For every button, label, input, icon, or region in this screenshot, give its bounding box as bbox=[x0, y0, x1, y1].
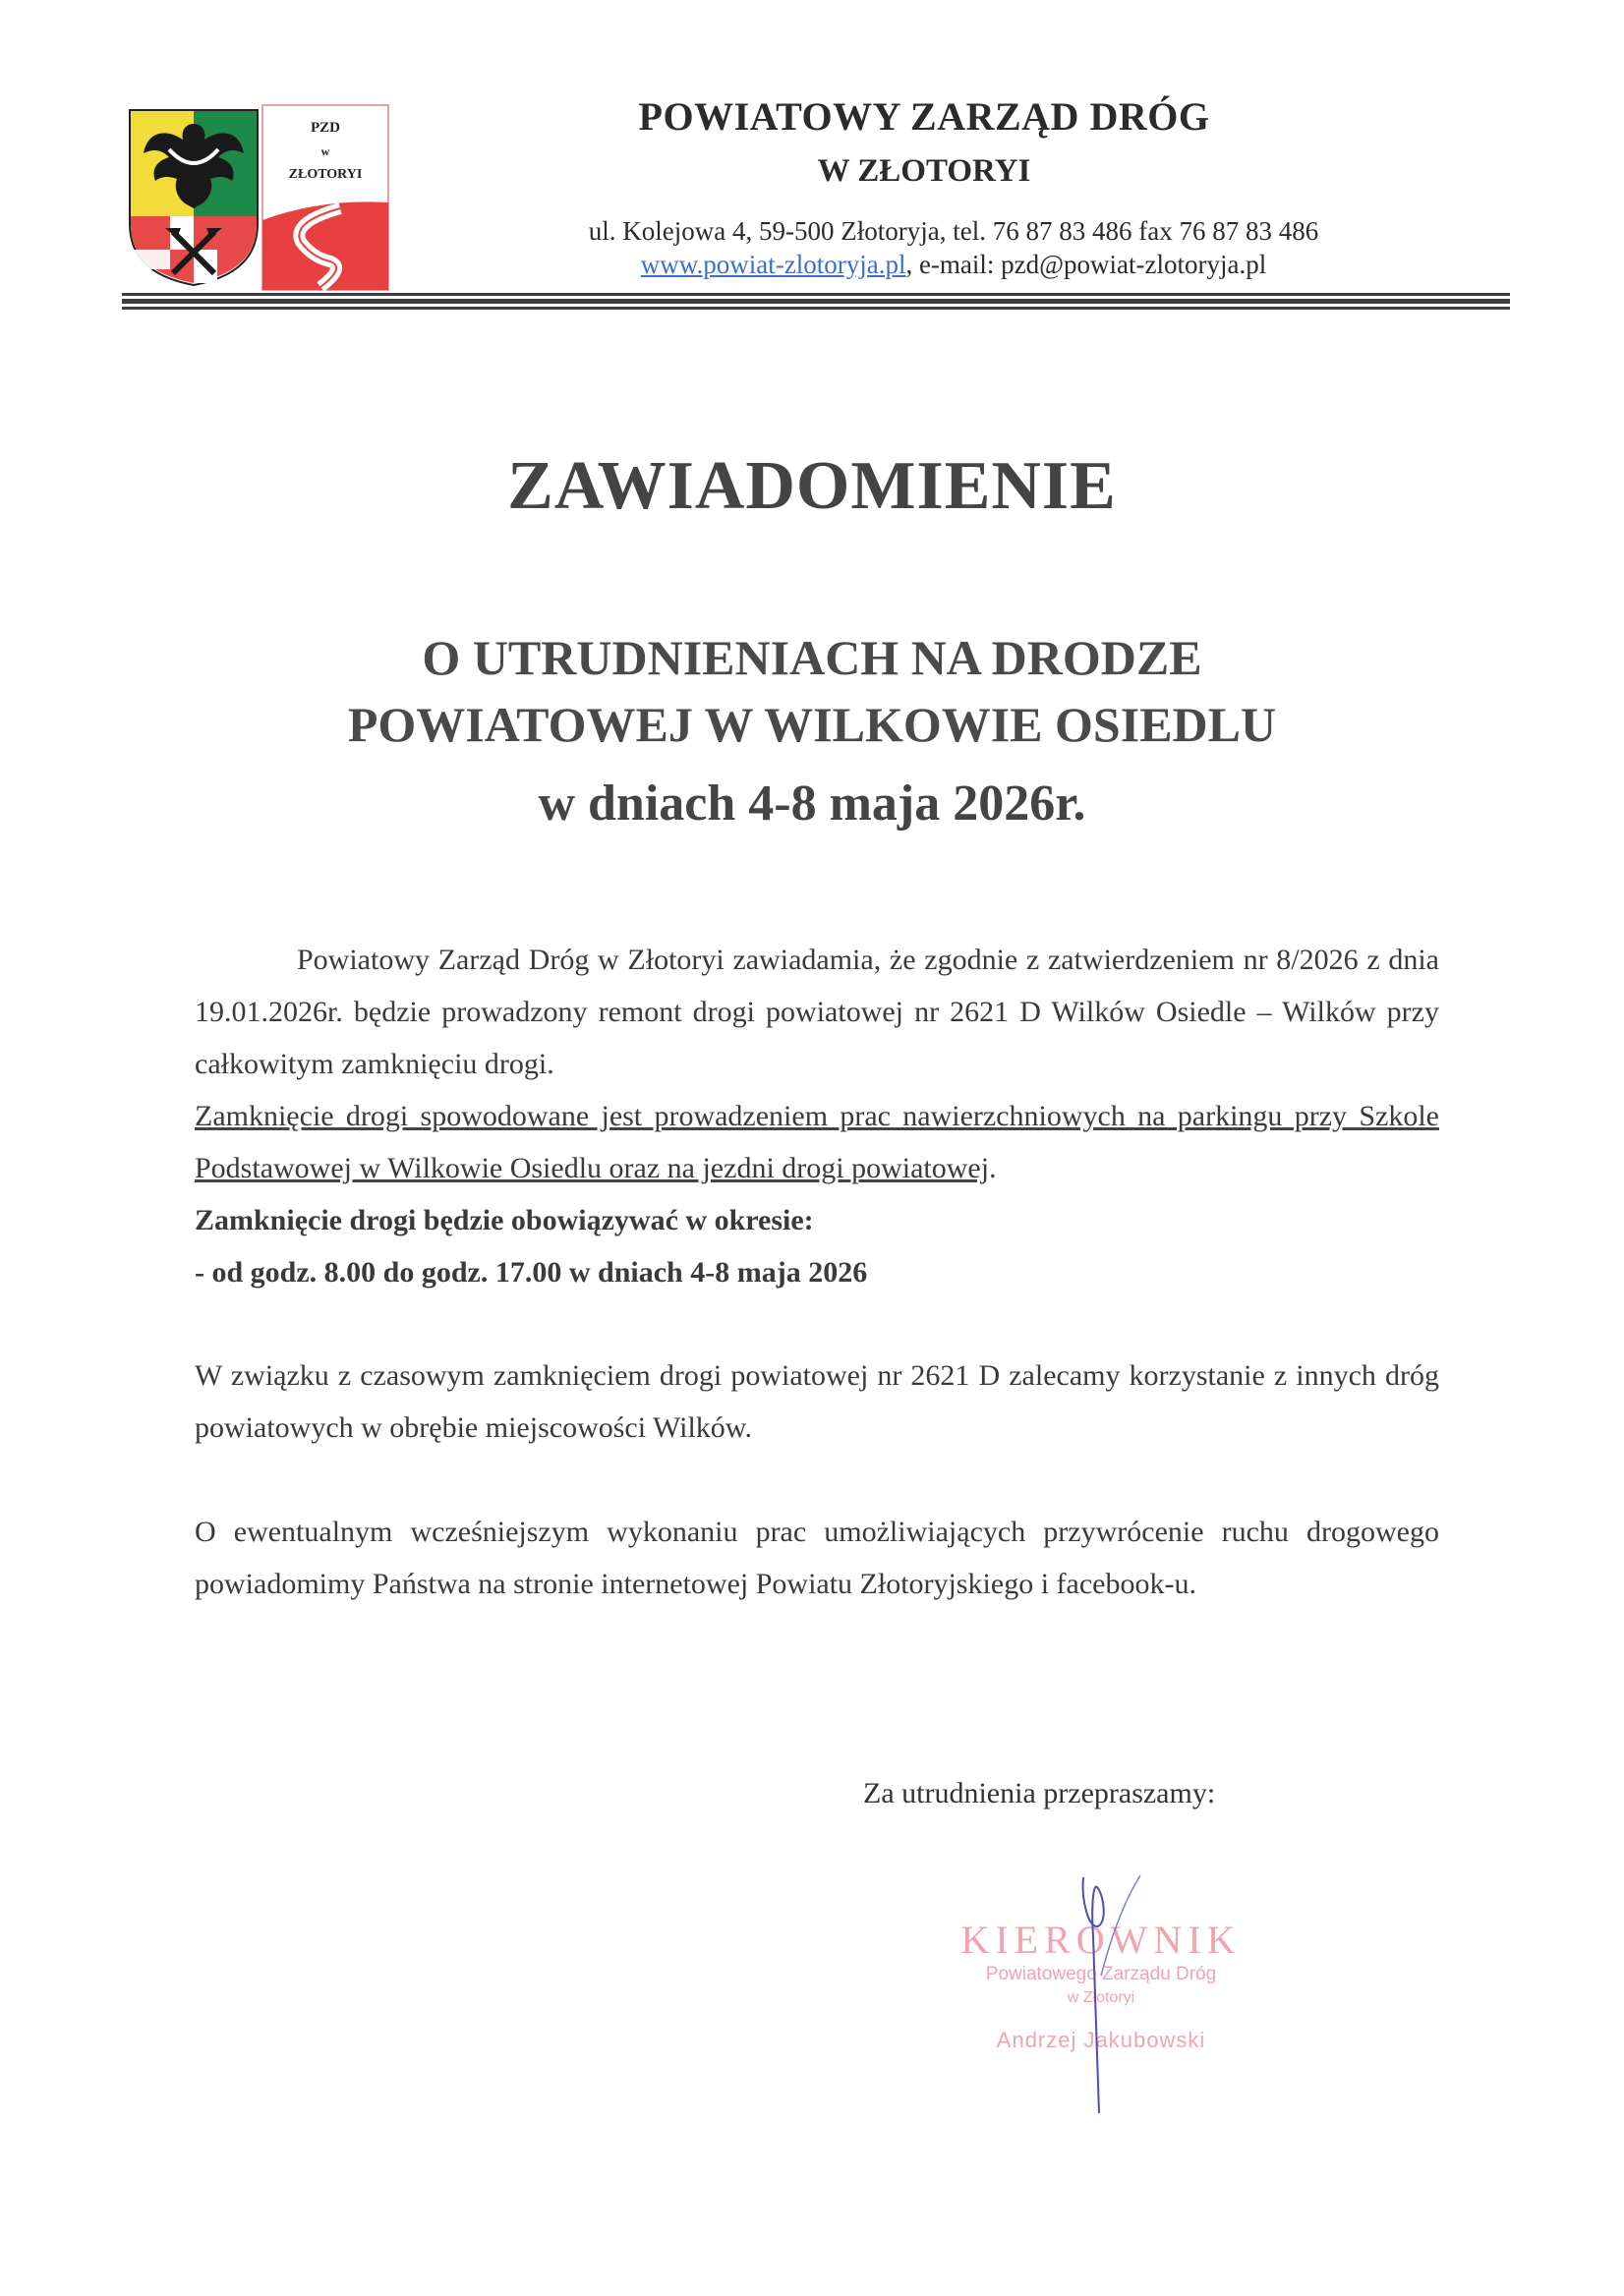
logo-line-w: w bbox=[320, 144, 330, 158]
body-paragraph-3: O ewentualnym wcześniejszym wykonaniu prac umożliwiających przywrócenie ruchu drogowego powiadomimy Państwa na stronie internetowej Powiatu Złotoryjskiego i facebook-u. bbox=[195, 1516, 1439, 1600]
website-link[interactable]: www.powiat-zlotoryja.pl bbox=[640, 250, 906, 279]
stamp-name: Andrzej Jakubowski bbox=[996, 2028, 1206, 2052]
org-contact bbox=[511, 250, 1396, 280]
closure-reason-period: . bbox=[989, 1152, 997, 1184]
email-text: , e-mail: pzd@powiat-zlotoryja.pl bbox=[905, 250, 1267, 279]
header-divider-middle bbox=[122, 299, 1510, 304]
closure-reason-text: Zamknięcie drogi spowodowane jest prowadzeniem prac nawierzchniowych na parkingu przy Szkole Podstawowej w Wilkowie Osiedlu oraz na jezdni drogi powiatowej bbox=[195, 1100, 1439, 1184]
handwritten-signature-icon bbox=[1062, 1867, 1180, 2133]
coat-of-arms-icon bbox=[126, 106, 261, 289]
closing-text: Za utrudnienia przepraszamy: bbox=[863, 1777, 1216, 1809]
notice-subtitle-line2: POWIATOWEJ W WILKOWIE OSIEDLU bbox=[347, 697, 1277, 752]
notice-date: w dniach 4-8 maja 2026r. bbox=[538, 775, 1086, 832]
closure-period: - od godz. 8.00 do godz. 17.00 w dniach 4-8 maja 2026 bbox=[195, 1256, 868, 1289]
body-paragraph-2: W związku z czasowym zamknięciem drogi powiatowej nr 2621 D zalecamy korzystanie z innych dróg powiatowych w obrębie miejscowości Wilków. bbox=[195, 1359, 1439, 1444]
org-address: ul. Kolejowa 4, 59-500 Złotoryja, tel. 76 87 83 486 fax 76 87 83 486 bbox=[588, 216, 1319, 246]
notice-subtitle-line1: O UTRUDNIENIACH NA DRODZE bbox=[422, 630, 1202, 685]
notice-title: ZAWIADOMIENIE bbox=[507, 448, 1117, 524]
pzd-logo bbox=[261, 104, 389, 291]
header-divider-bottom bbox=[122, 307, 1510, 310]
org-name: POWIATOWY ZARZĄD DRÓG bbox=[638, 94, 1210, 139]
header-divider-top bbox=[122, 293, 1510, 296]
stamp-title: KIEROWNIK bbox=[960, 1918, 1242, 1962]
stamp-line-2: w Złotoryi bbox=[1067, 1989, 1135, 2006]
logo-line-zlotoryi: ZŁOTORYI bbox=[288, 167, 363, 182]
closure-heading: Zamknięcie drogi będzie obowiązywać w okresie: bbox=[195, 1204, 814, 1236]
stamp-line-1: Powiatowego Zarządu Dróg bbox=[985, 1964, 1217, 1984]
org-location: W ZŁOTORYI bbox=[817, 153, 1031, 189]
logo-line-pzd: PZD bbox=[311, 120, 340, 136]
approval-text: Powiatowy Zarząd Dróg w Złotoryi zawiadamia, że zgodnie z zatwierdzeniem nr 8/2026 z dnia 19.01.2026r. będzie prowadzony remont drogi powiatowej nr 2621 D Wilków Osiedle – Wilków przy całkowitym zamknięciu drogi. bbox=[195, 944, 1439, 1080]
body-paragraph-1 bbox=[195, 934, 1439, 1298]
